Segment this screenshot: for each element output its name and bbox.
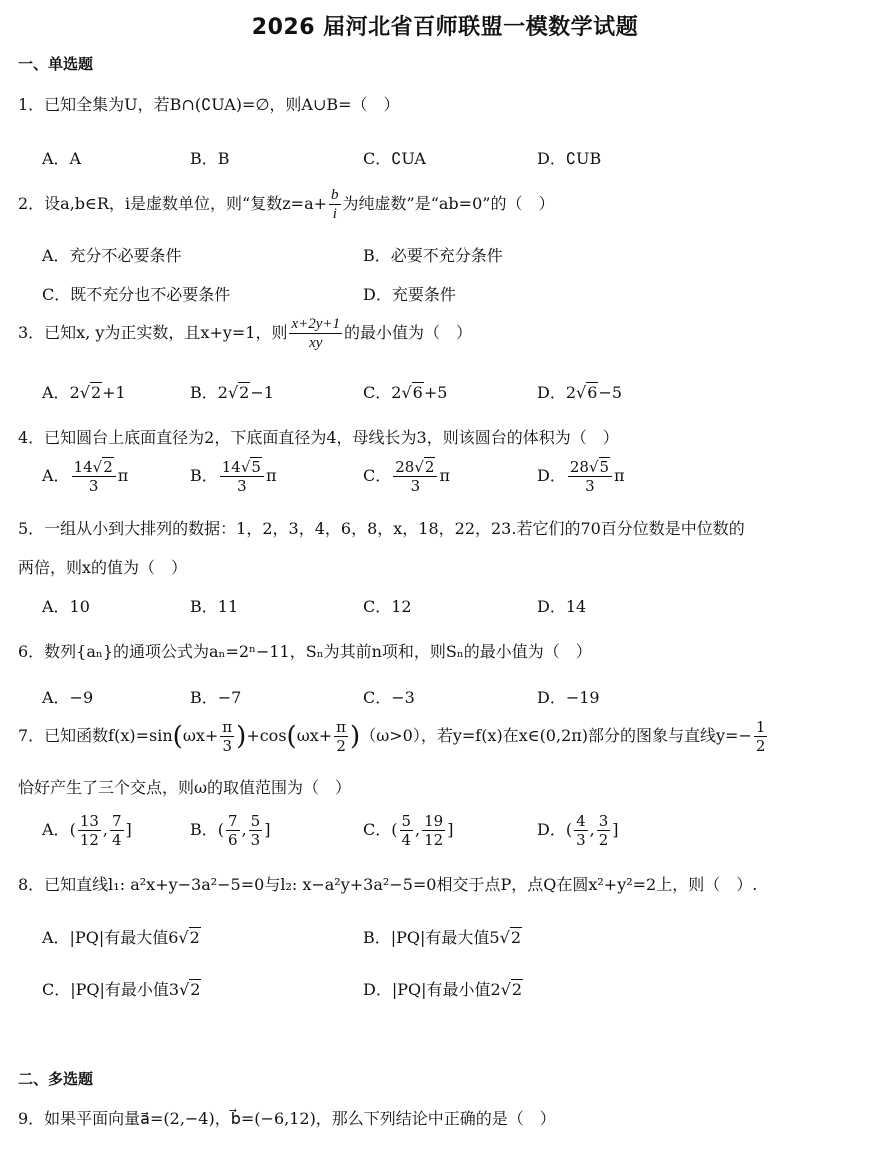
q4-a-rad: 2	[103, 458, 113, 476]
q8-b-rad: 2	[510, 928, 521, 947]
q4-a-den: 3	[88, 477, 99, 495]
q7-c-d1: 4	[401, 831, 412, 849]
q3-a-label: A．	[42, 383, 70, 402]
q4-a-label: A．	[42, 466, 70, 485]
q7-a-label: A．	[42, 820, 70, 839]
q2-fraction	[329, 186, 341, 223]
q6-option-a: A．−9	[42, 688, 94, 707]
q2-option-d: D．充要条件	[363, 285, 456, 304]
q7-frac-1-num: π	[222, 718, 233, 736]
q8-option-a: A．|PQ|有最大值6√2	[42, 928, 200, 947]
q3-d-post: −5	[598, 383, 623, 402]
q7-c-label: C．	[363, 820, 392, 839]
question-3	[18, 315, 472, 352]
q3-option-b: B．2√2−1	[190, 383, 274, 402]
q6-option-c: C．−3	[363, 688, 415, 707]
q3-stem-pre: 3．已知x, y为正实数，且x+y=1，则	[18, 323, 288, 342]
q3-frac-den: xy	[309, 335, 323, 351]
q7-part-1: 7．已知函数f(x)=sin	[18, 726, 173, 745]
q1-option-c: C．∁UA	[363, 149, 426, 168]
q7-c-n1: 5	[401, 812, 412, 830]
q8-b-pre: B．|PQ|有最大值5	[363, 928, 500, 947]
q7-b-frac-1	[226, 812, 240, 849]
q7-option-d: D．( $\frac{4}{3}$ , $\frac{3}{2}$ ]	[537, 812, 619, 849]
q7-b-label: B．	[190, 820, 218, 839]
q3-b-pre: 2	[217, 383, 228, 402]
q4-c-frac	[393, 458, 437, 495]
q4-option-d	[537, 458, 625, 495]
q7-a-n2: 7	[112, 812, 122, 830]
q7-c-n2: 19	[424, 812, 444, 830]
question-4: 4．已知圆台上底面直径为2，下底面直径为4，母线长为3，则该圆台的体积为（ ）	[18, 428, 619, 447]
question-6: 6．数列{aₙ}的通项公式为aₙ=2ⁿ−11，Sₙ为其前n项和，则Sₙ的最小值为（ ）	[18, 642, 592, 661]
q4-d-frac	[568, 458, 612, 495]
q7-b-n1: 7	[228, 812, 238, 830]
page-title: 2026 届河北省百师联盟一模数学试题	[251, 15, 639, 40]
q7-d-label: D．	[537, 820, 566, 839]
q2-frac-num: b	[331, 187, 339, 203]
q3-d-label: D．	[537, 383, 566, 402]
question-1: 1．已知全集为U，若B∩(∁UA)=∅，则A∪B=（ ）	[18, 95, 400, 114]
q3-option-a: A．2√2+1	[42, 383, 126, 402]
q3-option-c: C．2√6+5	[363, 383, 448, 402]
q8-option-d: D．|PQ|有最小值2√2	[363, 980, 523, 999]
q8-c-rad: 2	[190, 980, 201, 999]
q7-b-frac-2	[249, 812, 263, 849]
q8-a-rad: 2	[189, 928, 200, 947]
q4-b-rad: 5	[251, 458, 261, 476]
q3-c-pre: 2	[391, 383, 402, 402]
q7-part-5: （ω>0），若y=f(x)在x∈(0,2π)部分的图象与直线y=−	[360, 726, 752, 745]
q7-frac-2-num: π	[336, 718, 347, 736]
q7-option-a: A．( $\frac{13}{12}$ , $\frac{7}{4}$ ]	[42, 812, 132, 849]
q5-option-c: C．12	[363, 597, 412, 616]
section-single-choice: 一、单选题	[18, 55, 94, 73]
q8-d-pre: D．|PQ|有最小值2	[363, 980, 501, 999]
q4-c-coef: 28	[395, 458, 415, 476]
q7-part-3: +cos	[246, 726, 287, 745]
q3-fraction	[289, 315, 342, 352]
q7-b-d1: 6	[228, 831, 238, 849]
q3-c-label: C．	[363, 383, 392, 402]
q4-c-label: C．	[363, 466, 392, 485]
question-2	[18, 186, 554, 223]
q4-b-frac	[220, 458, 264, 495]
q2-option-c: C．既不充分也不必要条件	[42, 285, 231, 304]
q3-b-post: −1	[250, 383, 274, 402]
q4-c-den: 3	[410, 477, 421, 495]
q8-option-b: B．|PQ|有最大值5√2	[363, 928, 521, 947]
q8-option-c: C．|PQ|有最小值3√2	[42, 980, 201, 999]
q4-d-num: 28√5	[568, 458, 612, 477]
q7-d-d1: 3	[576, 831, 586, 849]
q8-d-rad: 2	[511, 980, 523, 999]
q4-d-rad: 5	[599, 458, 610, 476]
q3-a-pre: 2	[69, 383, 80, 402]
q4-b-pi: π	[265, 466, 277, 485]
q7-d-frac-2	[597, 812, 611, 849]
q2-stem-pre: 2．设a,b∈R，i是虚数单位，则“复数z=a+	[18, 194, 328, 213]
q4-a-coef: 14	[73, 458, 93, 476]
q3-b-rad: 2	[239, 383, 250, 402]
q5-option-d: D．14	[537, 597, 587, 616]
q7-a-frac-2	[110, 812, 124, 849]
q4-b-num: 14√5	[220, 458, 264, 477]
q7-frac-2-den: 2	[336, 737, 346, 755]
q4-a-num: 14√2	[72, 458, 116, 477]
q7-a-d2: 4	[112, 831, 122, 849]
q7-part-2: ωx+	[182, 726, 219, 745]
q7-b-d2: 3	[250, 831, 261, 849]
q2-option-a: A．充分不必要条件	[42, 246, 182, 265]
q7-d-d2: 2	[598, 831, 609, 849]
q7-c-frac-1	[400, 812, 414, 849]
question-7-line-2: 恰好产生了三个交点，则ω的取值范围为（ ）	[18, 778, 352, 797]
q8-a-pre: A．|PQ|有最大值6	[42, 928, 179, 947]
q4-b-label: B．	[190, 466, 218, 485]
q7-c-d2: 12	[424, 831, 444, 849]
q4-d-coef: 28	[569, 458, 589, 476]
q3-stem-post: 的最小值为（ ）	[344, 323, 473, 342]
q4-a-frac	[72, 458, 116, 495]
q7-frac-1	[220, 718, 234, 755]
q3-frac-num: x+2y+1	[291, 316, 341, 332]
q3-d-rad: 6	[587, 383, 598, 402]
q3-d-pre: 2	[565, 383, 577, 402]
q4-d-label: D．	[537, 466, 566, 485]
q2-option-b: B．必要不充分条件	[363, 246, 503, 265]
q4-c-num: 28√2	[393, 458, 437, 477]
question-9: 9．如果平面向量a⃗=(2,−4)，b⃗=(−6,12)，那么下列结论中正确的是（ ）	[18, 1109, 556, 1128]
q7-a-n1: 13	[79, 812, 99, 830]
q7-frac-3-den: 2	[755, 737, 766, 755]
q3-b-label: B．	[190, 383, 218, 402]
section-multi-choice: 二、多选题	[18, 1070, 94, 1088]
q4-d-den: 3	[585, 477, 595, 495]
q6-option-b: B．−7	[190, 688, 242, 707]
q2-frac-den: i	[332, 206, 337, 222]
q4-c-pi: π	[439, 466, 450, 485]
q3-c-post: +5	[423, 383, 448, 402]
q4-b-den: 3	[237, 477, 247, 495]
q4-b-coef: 14	[221, 458, 241, 476]
q7-c-frac-2	[422, 812, 445, 849]
q7-a-d1: 12	[79, 831, 99, 849]
question-7: 7．已知函数f(x)=sin(ωx+ $\frac{\pi}{3}$ )+cos(ωx+ $\frac{\pi}{2}$ )（ω>0），若y=f(x)在x∈(0,2π)部分的图象与直线y=− $\frac{1}{2}$	[18, 718, 766, 755]
q3-c-rad: 6	[412, 383, 423, 402]
q3-option-d: D．2√6−5	[537, 383, 623, 402]
q8-c-pre: C．|PQ|有最小值3	[42, 980, 180, 999]
q4-option-a	[42, 458, 128, 495]
q7-a-frac-1	[78, 812, 101, 849]
q6-option-d: D．−19	[537, 688, 600, 707]
question-5-line-1: 5．一组从小到大排列的数据：1，2，3，4，6，8，x，18，22，23.若它们的70百分位数是中位数的	[18, 519, 745, 538]
q7-d-n2: 3	[598, 812, 609, 830]
q5-option-a: A．10	[42, 597, 90, 616]
q3-a-rad: 2	[90, 383, 102, 402]
q7-frac-2	[334, 718, 348, 755]
q4-a-pi: π	[117, 466, 129, 485]
q4-option-c	[363, 458, 450, 495]
q7-frac-1-den: 3	[222, 737, 232, 755]
q7-frac-3	[754, 718, 768, 755]
q4-d-pi: π	[614, 466, 625, 485]
q1-option-d: D．∁UB	[537, 149, 602, 168]
q7-d-n1: 4	[576, 812, 586, 830]
question-5-line-2: 两倍，则x的值为（ ）	[18, 558, 188, 577]
q7-option-b: B．( $\frac{7}{6}$ , $\frac{5}{3}$ ]	[190, 812, 271, 849]
q7-part-4: ωx+	[296, 726, 333, 745]
q7-d-frac-1	[574, 812, 588, 849]
q7-option-c: C．( $\frac{5}{4}$ , $\frac{19}{12}$ ]	[363, 812, 454, 849]
q3-a-post: +1	[102, 383, 126, 402]
q1-option-b: B．B	[190, 149, 230, 168]
q7-frac-3-num: 1	[755, 718, 766, 736]
q1-option-a: A．A	[42, 149, 82, 168]
q5-option-b: B．11	[190, 597, 239, 616]
q7-b-n2: 5	[250, 812, 261, 830]
q4-c-rad: 2	[424, 458, 435, 476]
q2-stem-post: 为纯虚数”是“ab=0”的（ ）	[342, 194, 555, 213]
q4-option-b	[190, 458, 276, 495]
question-8: 8．已知直线l₁: a²x+y−3a²−5=0与l₂: x−a²y+3a²−5=0相交于点P，点Q在圆x²+y²=2上，则（ ）.	[18, 875, 758, 894]
